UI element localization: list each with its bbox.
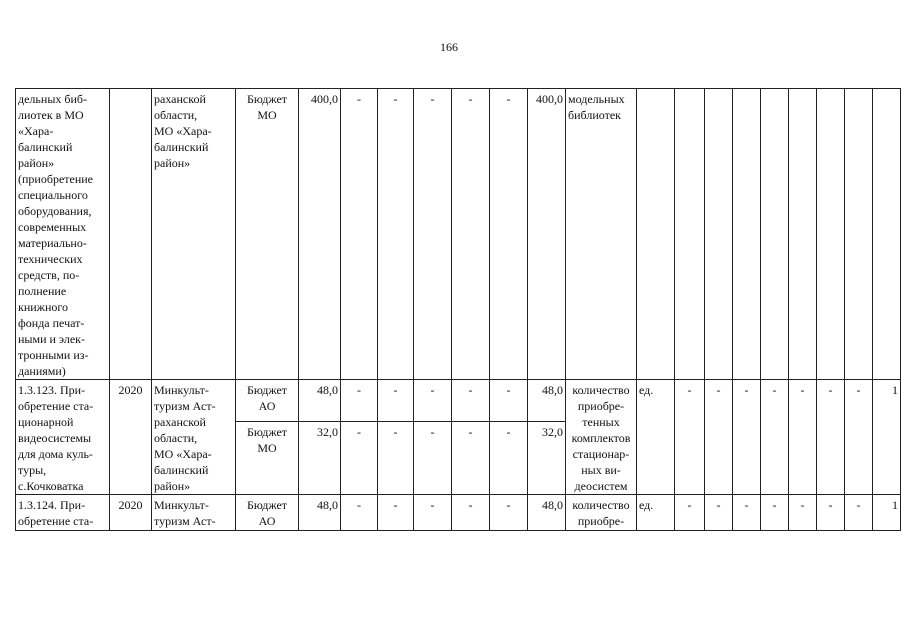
amount-cell: - xyxy=(378,421,414,494)
indicator-value: - xyxy=(761,495,789,531)
total-amount: 400,0 xyxy=(299,89,341,380)
amount-last: 400,0 xyxy=(528,89,566,380)
amount-cell: - xyxy=(490,380,528,422)
measure-name: 1.3.123. При- обретение ста- ционарной видеосистемы для дома куль- туры, с.Кочковатка xyxy=(16,380,110,495)
indicator-value: - xyxy=(675,495,705,531)
year-cell: 2020 xyxy=(110,495,152,531)
amount-cell: - xyxy=(414,89,452,380)
amount-last: 48,0 xyxy=(528,380,566,422)
unit-cell: ед. xyxy=(637,495,675,531)
funding-source: Бюджет МО xyxy=(236,89,299,380)
table-row xyxy=(16,495,901,531)
amount-last: 32,0 xyxy=(528,421,566,494)
program-table xyxy=(15,88,901,531)
indicator-value: - xyxy=(705,380,733,495)
indicator-target: 1 xyxy=(873,495,901,531)
amount-cell: - xyxy=(414,421,452,494)
indicator-value xyxy=(761,89,789,380)
executor-cell: Минкульт- туризм Аст- раханской области, МО «Хара- балинский район» xyxy=(152,380,236,495)
indicator-value: - xyxy=(761,380,789,495)
indicator-value xyxy=(845,89,873,380)
indicator-cell: количество приобре- xyxy=(566,495,637,531)
indicator-value: - xyxy=(733,495,761,531)
indicator-value xyxy=(873,89,901,380)
indicator-value: - xyxy=(789,495,817,531)
total-amount: 32,0 xyxy=(299,421,341,494)
measure-name: дельных биб- лиотек в МО «Хара- балинский район» (приобретение специального оборудования, современных материально- технических средств, по- полнение книжного фонда печат- ными и элек- тронными из- даниями) xyxy=(16,89,110,380)
amount-last: 48,0 xyxy=(528,495,566,531)
amount-cell: - xyxy=(414,495,452,531)
indicator-value: - xyxy=(733,380,761,495)
indicator-value: - xyxy=(845,380,873,495)
amount-cell: - xyxy=(341,495,378,531)
amount-cell: - xyxy=(452,89,490,380)
indicator-cell: количество приобре- тенных комплектов стационар- ных ви- деосистем xyxy=(566,380,637,495)
year-cell: 2020 xyxy=(110,380,152,495)
amount-cell: - xyxy=(490,495,528,531)
indicator-value xyxy=(733,89,761,380)
funding-source: Бюджет АО xyxy=(236,380,299,422)
funding-source: Бюджет МО xyxy=(236,421,299,494)
amount-cell: - xyxy=(378,495,414,531)
table-row xyxy=(16,380,901,422)
amount-cell: - xyxy=(378,89,414,380)
indicator-value: - xyxy=(675,380,705,495)
total-amount: 48,0 xyxy=(299,495,341,531)
year-cell xyxy=(110,89,152,380)
indicator-cell: модельных библиотек xyxy=(566,89,637,380)
page-number: 166 xyxy=(440,40,458,54)
amount-cell: - xyxy=(490,421,528,494)
indicator-value xyxy=(705,89,733,380)
unit-cell xyxy=(637,89,675,380)
indicator-value xyxy=(789,89,817,380)
amount-cell: - xyxy=(490,89,528,380)
indicator-value: - xyxy=(789,380,817,495)
indicator-value xyxy=(817,89,845,380)
measure-name: 1.3.124. При- обретение ста- xyxy=(16,495,110,531)
funding-source: Бюджет АО xyxy=(236,495,299,531)
executor-cell: Минкульт- туризм Аст- xyxy=(152,495,236,531)
amount-cell: - xyxy=(452,421,490,494)
indicator-value xyxy=(675,89,705,380)
amount-cell: - xyxy=(378,380,414,422)
amount-cell: - xyxy=(341,380,378,422)
amount-cell: - xyxy=(341,421,378,494)
total-amount: 48,0 xyxy=(299,380,341,422)
table-row xyxy=(16,89,901,380)
amount-cell: - xyxy=(414,380,452,422)
indicator-value: - xyxy=(705,495,733,531)
amount-cell: - xyxy=(452,495,490,531)
executor-cell: раханской области, МО «Хара- балинский район» xyxy=(152,89,236,380)
indicator-value: - xyxy=(817,380,845,495)
indicator-target: 1 xyxy=(873,380,901,495)
amount-cell: - xyxy=(341,89,378,380)
amount-cell: - xyxy=(452,380,490,422)
unit-cell: ед. xyxy=(637,380,675,495)
indicator-value: - xyxy=(845,495,873,531)
indicator-value: - xyxy=(817,495,845,531)
